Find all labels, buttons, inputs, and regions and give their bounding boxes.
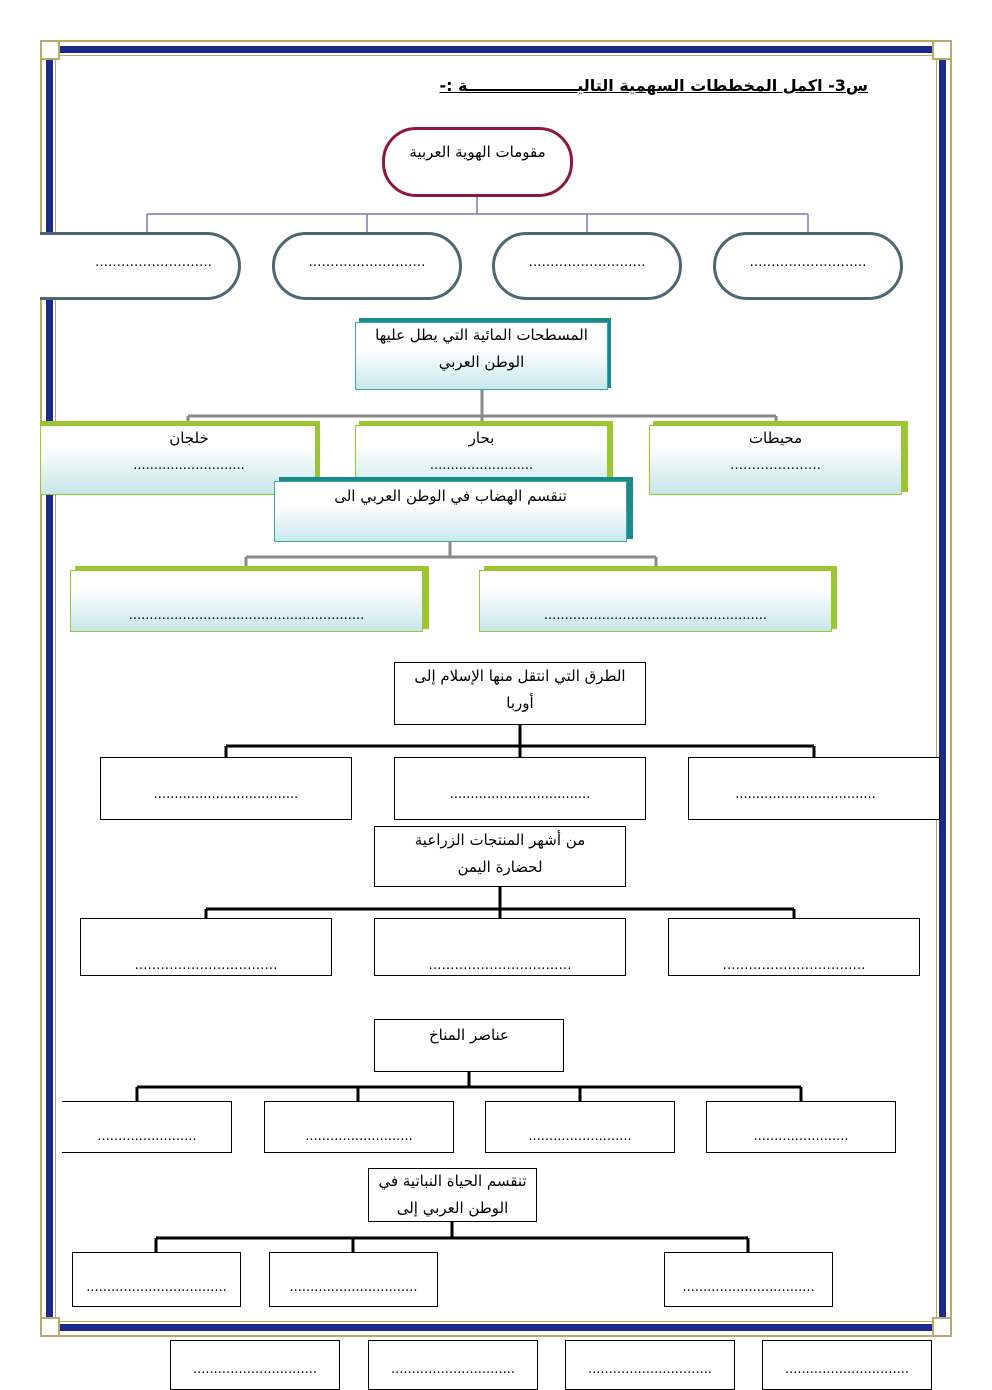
climate-answer-blank: ....................... [753, 1129, 849, 1144]
vegetation-answer-blank: ............................... [289, 1280, 418, 1295]
seas-blank: ......................... [429, 458, 534, 473]
islam-routes-title-line2: أوربا [506, 694, 534, 712]
water-title-line1: المسطحات المائية التي يطل عليها [375, 326, 588, 344]
plateau-answer-blank: ...................................................... [543, 608, 768, 623]
identity-answer-blank: ……………………… [308, 255, 426, 270]
climate-answer-box[interactable] [62, 1101, 232, 1153]
climate-title: عناصر المناخ [428, 1026, 510, 1044]
plateaus-title: تنقسم الهضاب في الوطن العربي الى [334, 487, 567, 505]
climate-answer-box[interactable] [264, 1101, 454, 1153]
yemen-crops-title-line1: من أشهر المنتجات الزراعية [414, 831, 586, 849]
climate-answer-box[interactable] [485, 1101, 675, 1153]
water-title-line2: الوطن العربي [438, 353, 525, 371]
overflow-answer-blank: .............................. [588, 1362, 712, 1377]
seas-label: بحار [468, 429, 495, 447]
oceans-label: محيطات [748, 429, 803, 447]
yemen-crop-answer-blank: …………………………… [722, 958, 866, 973]
climate-answer-blank: ......................... [528, 1129, 632, 1144]
islam-routes-title-line1: الطرق التي انتقل منها الإسلام إلى [414, 667, 626, 685]
climate-answer-box[interactable] [706, 1101, 896, 1153]
climate-answer-blank: .......................... [305, 1129, 413, 1144]
identity-title: مقومات الهوية العربية [409, 143, 546, 161]
islam-route-answer-blank: .................................. [735, 787, 876, 802]
vegetation-title-line1: تنقسم الحياة النباتية في [378, 1172, 527, 1190]
climate-answer-blank: ........................ [97, 1129, 197, 1144]
identity-answer-blank: ……………………… [749, 255, 867, 270]
identity-answer-blank: ……………………… [528, 255, 646, 270]
vegetation-title-line2: الوطن العربي إلى [396, 1199, 509, 1217]
overflow-answer-blank: .............................. [391, 1362, 515, 1377]
plateau-answer-blank: ......................................................... [128, 608, 365, 623]
islam-route-answer-blank: ................................... [153, 787, 299, 802]
question-title: س3- اكمل المخططات السهمية التاليــــــــــــــــــــة :- [439, 76, 868, 95]
gulfs-blank: ........................... [133, 458, 245, 473]
yemen-crop-answer-blank: …………………………… [134, 958, 278, 973]
identity-answer-blank: ……………………… [95, 255, 212, 270]
yemen-crops-title-line2: لحضارة اليمن [457, 858, 543, 876]
islam-route-answer-blank: .................................. [449, 787, 591, 802]
gulfs-label: خلجان [169, 429, 209, 447]
vegetation-answer-blank: ................................ [682, 1280, 815, 1295]
vegetation-answer-blank: .................................. [86, 1280, 227, 1295]
yemen-crop-answer-blank: …………………………… [428, 958, 572, 973]
overflow-answer-blank: .............................. [785, 1362, 909, 1377]
oceans-blank: ………………… [730, 458, 821, 473]
overflow-answer-blank: .............................. [193, 1362, 317, 1377]
